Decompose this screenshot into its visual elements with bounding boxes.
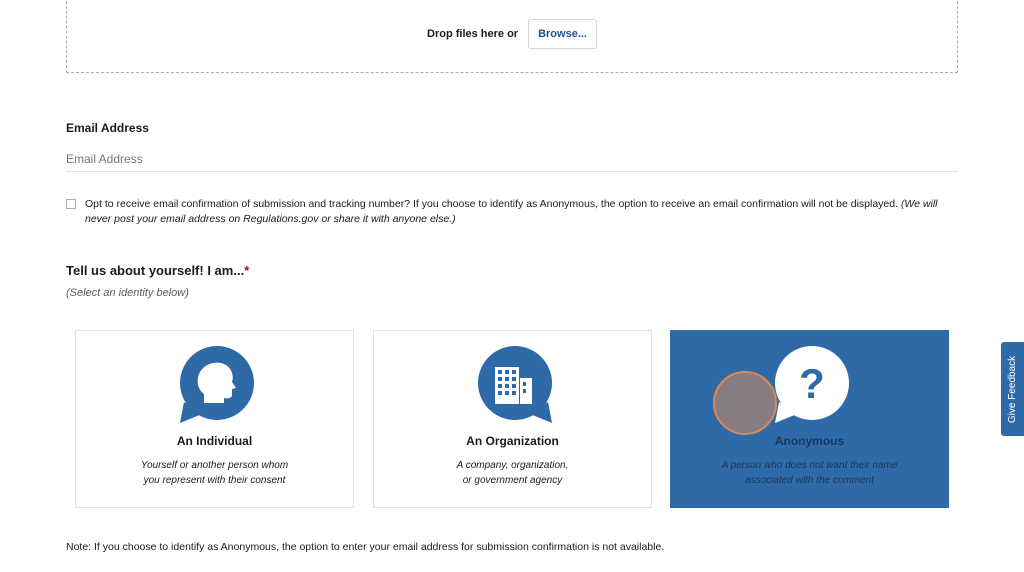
- email-confirmation-label: Opt to receive email confirmation of submission and tracking number? If you choose to identify as Anonymous, the option to receive an email confirmation will not be displayed.: [85, 198, 899, 210]
- svg-text:?: ?: [799, 360, 825, 407]
- email-confirmation-option: [66, 197, 956, 227]
- identity-hint: (Select an identity below): [66, 287, 189, 299]
- email-label: Email Address: [66, 121, 149, 135]
- identity-title-text: Tell us about yourself! I am...: [66, 263, 245, 278]
- email-confirmation-text: [85, 197, 956, 227]
- description-line: A person who does not want their name: [721, 460, 898, 471]
- identity-card-title: Anonymous: [774, 434, 845, 448]
- identity-card-title: An Individual: [176, 434, 253, 448]
- identity-card-description: [701, 458, 918, 488]
- description-line: or government agency: [462, 475, 563, 486]
- person-head-icon: [176, 346, 258, 426]
- identity-card-organization[interactable]: [373, 330, 652, 508]
- identity-card-anonymous[interactable]: [670, 330, 949, 508]
- required-marker: *: [244, 263, 250, 278]
- email-input[interactable]: [66, 146, 958, 172]
- description-line: associated with the comment: [745, 475, 874, 486]
- description-line: A company, organization,: [456, 460, 569, 471]
- identity-card-individual[interactable]: [75, 330, 354, 508]
- building-icon: [474, 346, 556, 426]
- email-confirmation-checkbox[interactable]: [66, 199, 76, 209]
- question-mark-icon: [771, 346, 853, 426]
- give-feedback-label: Give Feedback: [1007, 355, 1019, 423]
- description-line: you represent with their consent: [143, 475, 286, 486]
- anonymous-note: Note: If you choose to identify as Anonymous, the option to enter your email address for submission confirmation is not available.: [66, 541, 665, 553]
- touch-cursor-indicator: [713, 371, 777, 435]
- identity-card-description: [106, 458, 323, 488]
- drop-files-text: Drop files here or: [427, 28, 519, 40]
- file-drop-zone[interactable]: [66, 0, 958, 73]
- browse-button[interactable]: Browse...: [528, 19, 597, 49]
- identity-card-title: An Organization: [466, 434, 559, 448]
- description-line: Yourself or another person whom: [140, 460, 289, 471]
- give-feedback-button[interactable]: [1001, 342, 1024, 436]
- identity-title: [66, 263, 249, 278]
- email-privacy-note: (We will never post your email address on Regulations.gov or share it with anyone else.): [85, 198, 938, 225]
- identity-card-description: [404, 458, 621, 488]
